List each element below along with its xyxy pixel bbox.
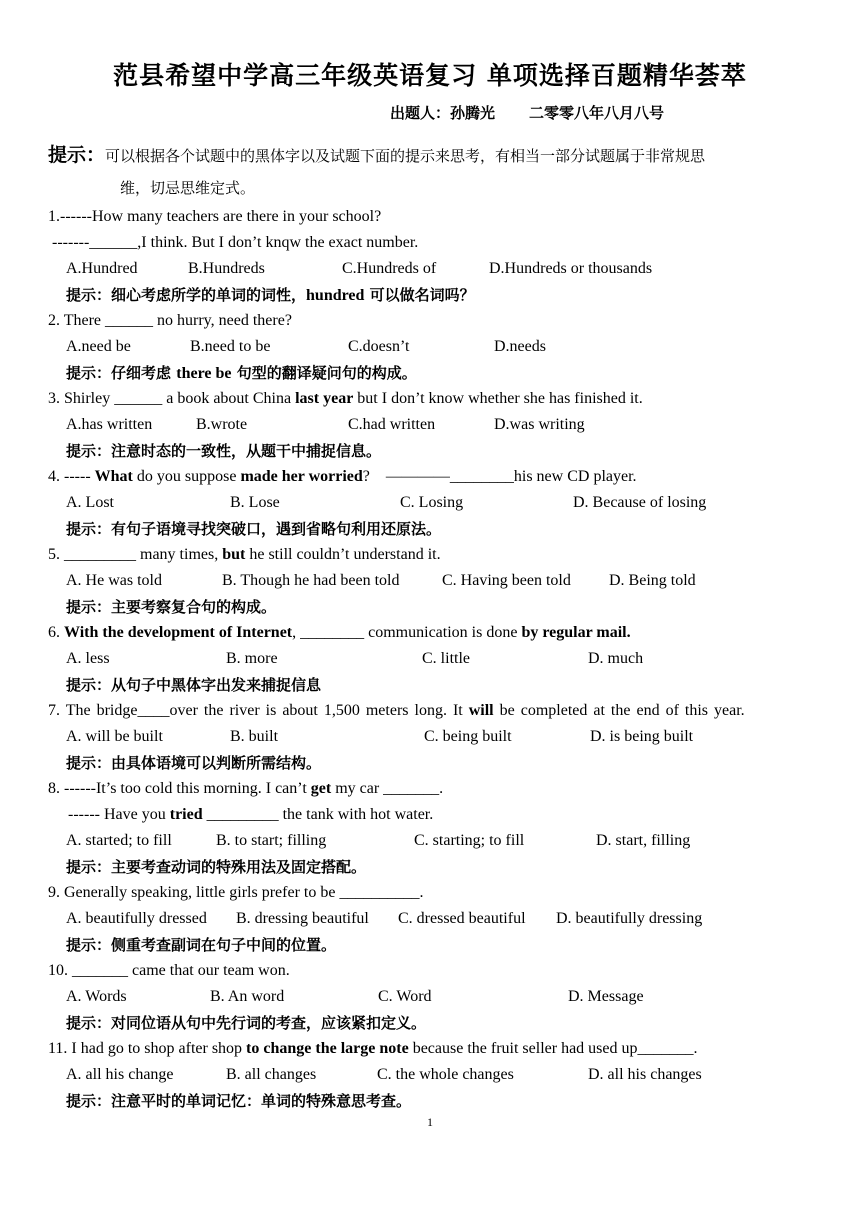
option-a: A. He was told: [66, 572, 162, 589]
option-c: C. little: [422, 650, 470, 667]
tip-paragraph: [48, 140, 818, 204]
option-b: B.Hundreds: [188, 260, 265, 277]
question-9: 9. Generally speaking, little girls prefer to be __________.: [48, 884, 424, 901]
option-b: B. Lose: [230, 494, 280, 511]
option-c: C.Hundreds of: [342, 260, 437, 277]
question-1: 1.------How many teachers are there in your school?: [48, 208, 382, 225]
question-10: 10. _______ came that our team won.: [48, 962, 290, 979]
question-11: 11. I had go to shop after shop to change the large note because the fruit seller had used up_______.: [48, 1040, 698, 1057]
option-a: A. all his change: [66, 1066, 174, 1083]
option-d: D. Because of losing: [573, 494, 707, 511]
option-a: A. started; to fill: [66, 832, 172, 849]
option-b: B. built: [230, 728, 279, 745]
question-1-hint: 提示：细心考虑所学的单词的词性，hundred 可以做名词吗？: [66, 286, 475, 304]
tip-heading: 提示：: [48, 144, 106, 166]
option-d: D.needs: [494, 338, 546, 355]
option-b: B.wrote: [196, 416, 248, 433]
option-d: D. beautifully dressing: [556, 910, 703, 927]
option-b: B. Though he had been told: [222, 572, 400, 589]
option-a: A.has written: [66, 416, 153, 433]
option-c: C.had written: [348, 416, 436, 433]
option-c: C. Having been told: [442, 572, 571, 589]
question-10-hint: 提示：对同位语从句中先行词的考查，应该紧扣定义。: [66, 1014, 427, 1032]
question-8-hint: 提示：主要考查动词的特殊用法及固定搭配。: [66, 858, 367, 876]
question-7: 7. The bridge____over the river is about 1,500 meters long. It will be completed at the end of this year.: [48, 702, 745, 719]
option-a: A. beautifully dressed: [66, 910, 207, 927]
author-line: [390, 102, 664, 123]
question-2: 2. There ______ no hurry, need there?: [48, 312, 292, 329]
option-d: D. start, filling: [596, 832, 691, 849]
question-5: 5. _________ many times, but he still couldn’t understand it.: [48, 546, 441, 563]
option-b: B. dressing beautiful: [236, 910, 369, 927]
option-a: A. will be built: [66, 728, 163, 745]
option-c: C. starting; to fill: [414, 832, 525, 849]
option-c: C. Word: [378, 988, 432, 1005]
option-d: D. all his changes: [588, 1066, 702, 1083]
question-9-hint: 提示：侧重考查副词在句子中间的位置。: [66, 936, 337, 954]
question-4-hint: 提示：有句子语境寻找突破口，遇到省略句利用还原法。: [66, 520, 442, 538]
option-d: D. is being built: [590, 728, 694, 745]
option-a: A.Hundred: [66, 260, 138, 277]
question-5-hint: 提示：主要考察复合句的构成。: [66, 598, 277, 616]
tip-body-line2: 维，切忌思维定式。: [120, 179, 256, 197]
question-11-hint: 提示：注意平时的单词记忆：单词的特殊意思考查。: [66, 1092, 412, 1110]
option-b: B.need to be: [190, 338, 271, 355]
option-b: B. An word: [210, 988, 285, 1005]
question-2-hint: 提示：仔细考虑 there be 句型的翻译疑问句的构成。: [66, 364, 417, 382]
option-a: A.need be: [66, 338, 131, 355]
question-7-hint: 提示：由具体语境可以判断所需结构。: [66, 754, 322, 772]
option-d: D. Being told: [609, 572, 696, 589]
question-3-hint: 提示：注意时态的一致性，从题干中捕捉信息。: [66, 442, 382, 460]
option-c: C.doesn’t: [348, 338, 410, 355]
option-a: A. less: [66, 650, 110, 667]
question-6: 6. With the development of Internet, ________ communication is done by regular mail.: [48, 624, 631, 641]
question-6-hint: 提示：从句子中黑体字出发来捕捉信息: [66, 676, 322, 694]
question-4: 4. ----- What do you suppose made her worried? ————________his new CD player.: [48, 468, 637, 485]
question-1-reply: -------______,I think. But I don’t knqw the exact number.: [48, 234, 419, 251]
document-title: 范县希望中学高三年级英语复习 单项选择百题精华荟萃: [113, 61, 747, 90]
author: 出题人：孙腾光: [390, 104, 496, 122]
option-c: C. being built: [424, 728, 512, 745]
option-c: C. dressed beautiful: [398, 910, 526, 927]
page-number: 1: [427, 1115, 433, 1129]
option-b: B. to start; filling: [216, 832, 327, 849]
question-8-reply: ------ Have you tried _________ the tank with hot water.: [56, 806, 434, 823]
question-8: 8. ------It’s too cold this morning. I can’t get my car _______.: [48, 780, 444, 797]
option-b: B. more: [226, 650, 278, 667]
option-c: C. the whole changes: [377, 1066, 514, 1083]
option-c: C. Losing: [400, 494, 464, 511]
option-d: D. Message: [568, 988, 644, 1005]
tip-body-line1: 可以根据各个试题中的黑体字以及试题下面的提示来思考，有相当一部分试题属于非常规思: [105, 147, 706, 165]
option-d: D. much: [588, 650, 644, 667]
question-3: 3. Shirley ______ a book about China last year but I don’t know whether she has finished it.: [48, 390, 643, 407]
option-a: A. Lost: [66, 494, 114, 511]
option-a: A. Words: [66, 988, 127, 1005]
option-b: B. all changes: [226, 1066, 317, 1083]
option-d: D.Hundreds or thousands: [489, 260, 653, 277]
option-d: D.was writing: [494, 416, 585, 433]
date: 二零零八年八月八号: [529, 104, 665, 122]
